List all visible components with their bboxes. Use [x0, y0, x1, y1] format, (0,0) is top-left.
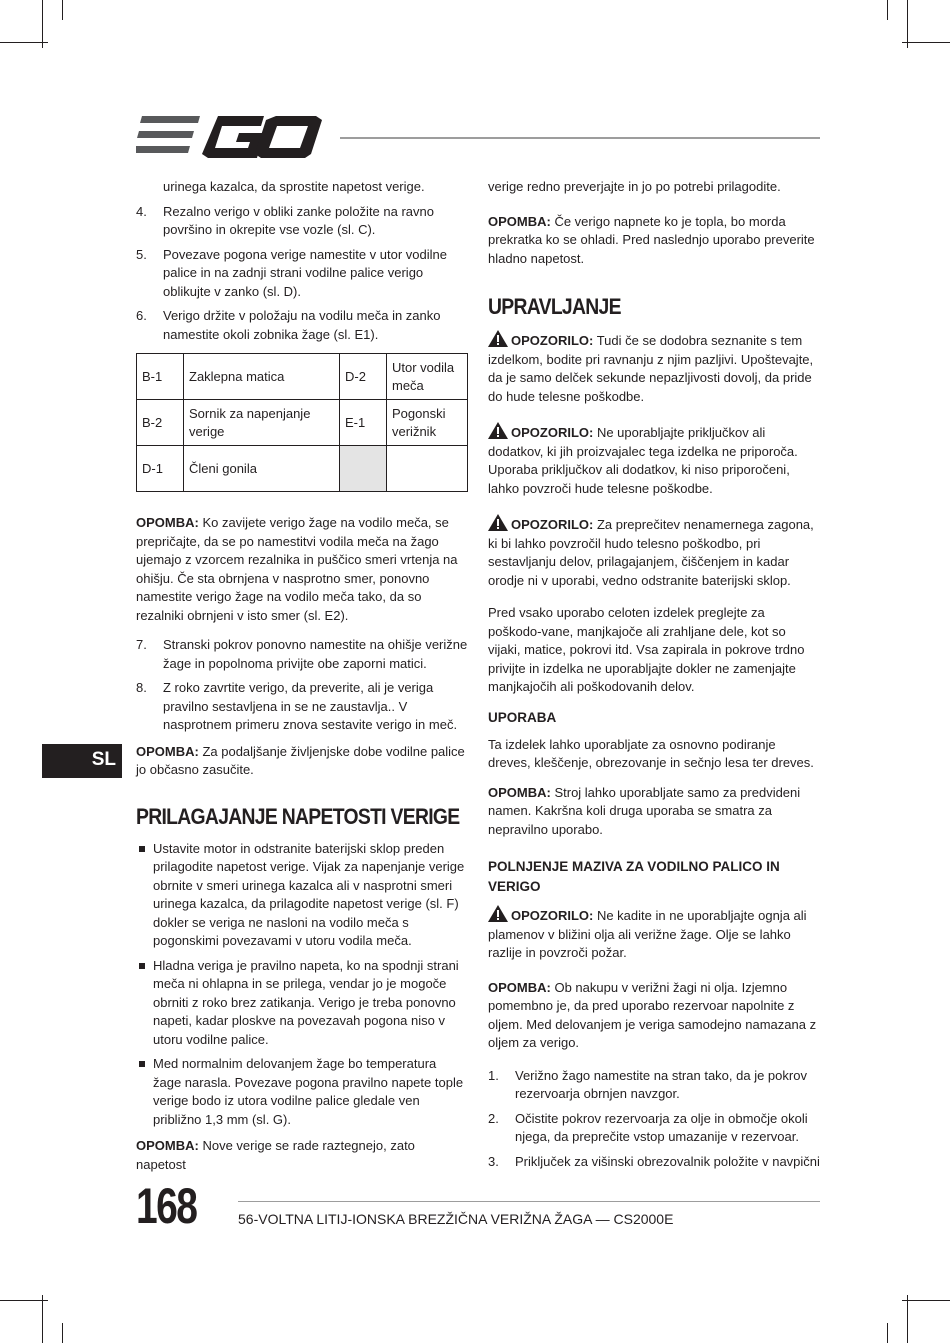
- bullet-text: Hladna veriga je pravilno napeta, ko na spodnji strani meča ni ohlapna in se prilega, vendar jo je mogoče obrniti z roko brez zatikanja. Verigo je treba ponovno napeti, kadar ploskve na povezavah pogona niso v utoru vodilne palice.: [153, 957, 459, 1047]
- step-number: 5.: [136, 246, 147, 262]
- footer-rule: [238, 1201, 820, 1202]
- warning: [488, 422, 820, 498]
- table-cell: B-1: [137, 354, 184, 400]
- step-text: Verižno žago namestite na stran tako, da je pokrov rezervoarja obrnjen navzgor.: [515, 1067, 807, 1101]
- warning-icon: [488, 905, 508, 922]
- step-number: 8.: [136, 680, 147, 695]
- crop-mark: [42, 0, 43, 48]
- note: [488, 213, 820, 269]
- step-text: Očistite pokrov rezervoarja za olje in območje okoli njega, da preprečite vstop umazanije v rezervoar.: [515, 1110, 808, 1144]
- step-text: Rezalno verigo v obliki zanke položite na ravno površino in okrepite vse vozle (sl. C).: [163, 203, 434, 237]
- warning-label: OPOZORILO:: [511, 333, 594, 348]
- warning-icon: [488, 422, 508, 439]
- step-number: 4.: [136, 203, 147, 219]
- note-label: OPOMBA:: [488, 979, 551, 995]
- subsection-heading: UPORABA: [488, 709, 557, 725]
- steps-list: [488, 1067, 820, 1172]
- crop-mark: [62, 0, 63, 20]
- crop-mark: [42, 1295, 43, 1343]
- crop-mark: [907, 1295, 908, 1343]
- list-item: [488, 1067, 820, 1104]
- note: [488, 979, 820, 1053]
- note-text: Ob nakupu v verižni žagi ni olja. Izjemno pomembno je, da pred uporabo rezervoar napolnite z oljem. Med delovanjem je veriga samodejno namazana z oljem za verigo.: [488, 979, 817, 1050]
- list-item: [136, 246, 468, 302]
- header-rule: [340, 137, 820, 139]
- language-tab-label: SL: [91, 749, 116, 770]
- crop-mark: [0, 42, 48, 43]
- list-item: [136, 957, 468, 1050]
- step-number: 7.: [136, 637, 147, 652]
- footer-title: 56-VOLTNA LITIJ-IONSKA BREZŽIČNA VERIŽNA ŽAGA — CS2000E: [238, 1211, 674, 1227]
- parts-table: [136, 353, 468, 492]
- step-number: 1.: [488, 1067, 499, 1083]
- note-text: Če verigo napnete ko je topla, bo morda prekratka ko se ohladi. Pred naslednjo uporabo preverite hladno napetost.: [488, 213, 815, 266]
- left-column: [136, 178, 468, 1185]
- list-item: [136, 307, 468, 344]
- step-text: Stranski pokrov ponovno namestite na ohišje verižne žage in popolnoma privijte obe zaporni matici.: [163, 637, 468, 671]
- list-item: [488, 1153, 820, 1172]
- warning-label: OPOZORILO:: [511, 908, 594, 923]
- note-label: OPOMBA:: [136, 515, 199, 530]
- note-text: Za podaljšanje življenjske dobe vodilne palice jo občasno zasučite.: [136, 743, 465, 777]
- list-item: [136, 203, 468, 240]
- paragraph: Ta izdelek lahko uporabljate za osnovno podiranje dreves, kleščenje, obrezovanje in sečnjo lesa ter dreves.: [488, 736, 814, 770]
- table-cell: [340, 446, 387, 492]
- warning-icon: [488, 514, 508, 531]
- table-cell: E-1: [340, 400, 387, 446]
- section-heading: PRILAGAJANJE NAPETOSTI VERIGE: [136, 803, 460, 829]
- warning-icon: [488, 330, 508, 347]
- table-cell: D-2: [340, 354, 387, 400]
- warning: [488, 330, 820, 406]
- paragraph: verige redno preverjajte in jo po potrebi prilagodite.: [488, 179, 781, 194]
- ego-logo: [136, 116, 322, 158]
- step-number: 6.: [136, 308, 147, 323]
- note: [488, 784, 820, 840]
- table-row: [137, 446, 468, 492]
- note: [136, 1137, 468, 1174]
- table-cell: Utor vodila meča: [387, 354, 468, 400]
- table-cell: Členi gonila: [184, 446, 340, 492]
- note-label: OPOMBA:: [136, 743, 199, 759]
- warning: [488, 905, 820, 963]
- crop-mark: [902, 1300, 950, 1301]
- bullet-text: Ustavite motor in odstranite baterijski sklop preden prilagodite napetost verige. Vijak za napenjanje verige obrnite v smeri urinega kazalca ali v nasprotni smeri urinega kazalca, da prilagodite napetost verige (sl. F) dokler se veriga ne nasloni na vodilo meča s pogonskimi povezavami v utoru vodila meča.: [153, 840, 465, 948]
- list-item: [136, 636, 468, 673]
- step-number: 3.: [488, 1153, 499, 1169]
- warning-text: Ne kadite in ne uporabljajte ognja ali plamenov v bližini olja ali verižne žage. Olje se lahko razlije in povzroči požar.: [488, 908, 807, 960]
- note-text: Ko zavijete verigo žage na vodilo meča, se prepričajte, da se po namestitvi vodila meča na žago ujemajo z vzorcem rezalnika in puščico smeri vrtenja na ohišju. Če sta obrnjena v nasprotno smer, ponovno namestite verigo žage na vodilo meča tako, da so rezalniki obrnjeni v isto smer (sl. E2).: [136, 515, 458, 623]
- crop-mark: [907, 0, 908, 48]
- steps-list-a: [136, 203, 468, 345]
- warning-text: Za preprečitev nenamernega zagona, ki bi lahko povzročil hudo telesno poškodbo, pri sestavljanju delov, prilagajanjem, čiščenjem in kadar orodje ni v uporabi, vedno odstranite baterijski sklop.: [488, 517, 814, 588]
- step-text: Z roko zavrtite verigo, da preverite, ali je veriga pravilno sestavljena in se ne zaustavlja.. V nasprotnem primeru znova sestavite verigo in meč.: [163, 680, 458, 732]
- note-label: OPOMBA:: [488, 784, 551, 800]
- step-text: Verigo držite v položaju na vodilu meča in zanko namestite okoli zobnika žage (sl. E1).: [163, 308, 441, 342]
- list-item: [136, 679, 468, 735]
- bullet-icon: [139, 963, 145, 969]
- crop-mark: [62, 1323, 63, 1343]
- note-label: OPOMBA:: [136, 1138, 199, 1153]
- step-text: Povezave pogona verige namestite v utor vodilne palice in na zadnji strani vodilne palice verigo oblikujte v zanko (sl. D).: [163, 246, 448, 299]
- page-number: 168: [136, 1178, 197, 1234]
- step-text: Priključek za višinski obrezovalnik položite v navpični: [515, 1153, 820, 1169]
- list-item: [136, 1055, 468, 1129]
- note: [136, 743, 468, 780]
- language-tab: [42, 744, 122, 778]
- intro-continuation: urinega kazalca, da sprostite napetost verige.: [163, 179, 425, 194]
- crop-mark: [887, 1323, 888, 1343]
- table-cell: Sornik za napenjanje verige: [184, 400, 340, 446]
- warning-text: Tudi če se dodobra seznanite s tem izdelkom, bodite pri ravnanju z njim pazljivi. Upoštevajte, da je samo delček sekunde nepazljivosti dovolj, da pride do hude telesne poškodbe.: [488, 333, 814, 404]
- table-row: [137, 354, 468, 400]
- note-text: Nove verige se rade raztegnejo, zato napetost: [136, 1138, 415, 1172]
- warning: [488, 514, 820, 590]
- crop-mark: [0, 1300, 48, 1301]
- crop-mark: [887, 0, 888, 20]
- bullet-list: [136, 840, 468, 1130]
- list-item: [136, 840, 468, 951]
- table-cell: Pogonski verižnik: [387, 400, 468, 446]
- section-heading: UPRAVLJANJE: [488, 294, 621, 319]
- table-cell: Zaklepna matica: [184, 354, 340, 400]
- steps-list-b: [136, 636, 468, 735]
- warning-label: OPOZORILO:: [511, 517, 594, 532]
- warning-text: Ne uporabljajte priključkov ali dodatkov, ki jih proizvajalec tega izdelka ne priporoča. Uporaba priključkov ali dodatkov, ki niso priporočeni, lahko povzroči hude telesne poškodbe.: [488, 425, 798, 496]
- bullet-text: Med normalnim delovanjem žage bo temperatura žage narasla. Povezave pogona pravilno napete tople verige bodo iz utora vodilne palice gledale ven približno 1,3 mm (sl. G).: [153, 1056, 464, 1127]
- note-text: Stroj lahko uporabljate samo za predvideni namen. Kakršna koli druga uporaba se smatra za nepravilno uporabo.: [488, 784, 801, 837]
- table-cell: D-1: [137, 446, 184, 492]
- bullet-icon: [139, 1061, 145, 1067]
- note-label: OPOMBA:: [488, 213, 551, 229]
- step-number: 2.: [488, 1110, 499, 1126]
- warning-label: OPOZORILO:: [511, 425, 594, 440]
- table-row: [137, 400, 468, 446]
- note: [136, 514, 468, 625]
- table-cell: B-2: [137, 400, 184, 446]
- right-column: [488, 178, 820, 1177]
- paragraph: Pred vsako uporabo celoten izdelek preglejte za poškodo-vane, manjkajoče ali zrahljane dele, kot so vijaki, matice, pokrovi itd. Vsa zapirala in pokrove trdno privijte in izdelka ne uporabljajte dokler ne zamenjajte manjkajočih ali poškodovanih delov.: [488, 605, 805, 694]
- bullet-icon: [139, 846, 145, 852]
- subsection-heading: POLNJENJE MAZIVA ZA VODILNO PALICO IN VERIGO: [488, 859, 780, 894]
- crop-mark: [902, 42, 950, 43]
- list-item: [488, 1110, 820, 1147]
- table-cell: [387, 446, 468, 492]
